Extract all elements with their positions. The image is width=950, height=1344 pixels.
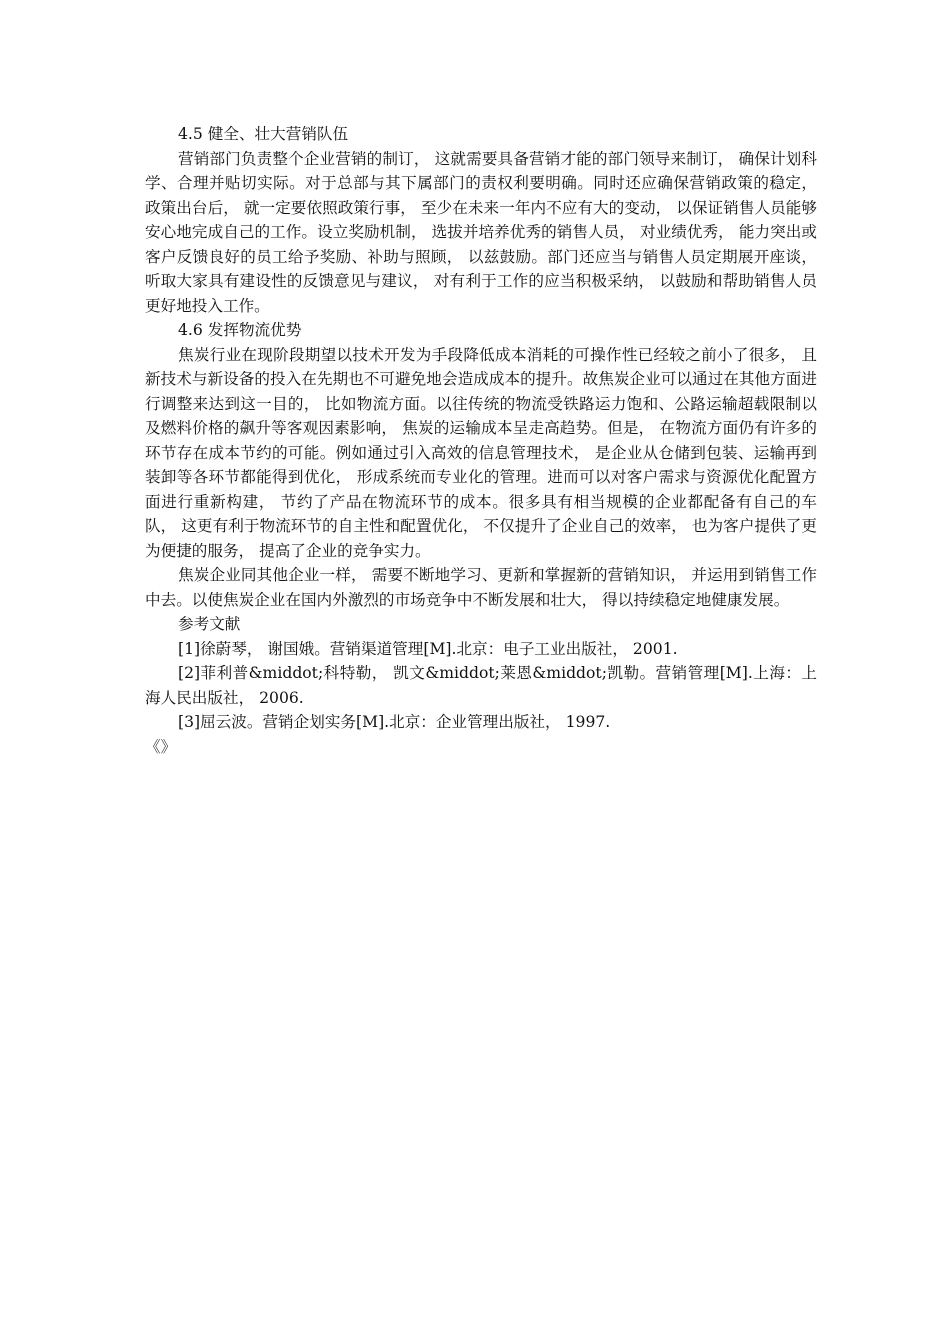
section-4-5-paragraph: 营销部门负责整个企业营销的制订， 这就需要具备营销才能的部门领导来制订， 确保计划科学、合理并贴切实际。对于总部与其下属部门的责权利要明确。同时还应确保营销政策的稳定， 政策出台后， 就一定要依照政策行事， 至少在未来一年内不应有大的变动， 以保证销售人员能够安心地完成自己的工作。设立奖励机制， 选拔并培养优秀的销售人员， 对业绩优秀， 能力突出或客户反馈良好的员工给予奖励、补助与照顾， 以兹鼓励。部门还应当与销售人员定期展开座谈， 听取大家具有建设性的反馈意见与建议， 对有利于工作的应当积极采纳， 以鼓励和帮助销售人员更好地投入工作。 <box>145 149 817 315</box>
section-4-5-heading: 4.5 健全、壮大营销队伍 <box>178 125 349 143</box>
document-body <box>145 122 817 759</box>
section-4-6-paragraph: 焦炭行业在现阶段期望以技术开发为手段降低成本消耗的可操作性已经较之前小了很多， 且新技术与新设备的投入在先期也不可避免地会造成成本的提升。故焦炭企业可以通过在其他方面进行调整来达到这一目的， 比如物流方面。以往传统的物流受铁路运力饱和、公路运输超载限制以及燃料价格的飙升等客观因素影响， 焦炭的运输成本呈走高趋势。但是， 在物流方面仍有许多的环节存在成本节约的可能。例如通过引入高效的信息管理技术， 是企业从仓储到包装、运输再到装卸等各环节都能得到优化， 形成系统而专业化的管理。进而可以对客户需求与资源优化配置方面进行重新构建， 节约了产品在物流环节的成本。很多具有相当规模的企业都配备有自己的车队， 这更有利于物流环节的自主性和配置优化， 不仅提升了企业自己的效率， 也为客户提供了更为便捷的服务， 提高了企业的竞争实力。 <box>145 345 817 560</box>
section-4-6-heading: 4.6 发挥物流优势 <box>178 321 302 339</box>
reference-item-2: [2]菲利普&middot;科特勒， 凯文&middot;莱恩&middot;凯勒。营销管理[M].上海：上海人民出版社， 2006. <box>145 664 817 707</box>
references-heading: 参考文献 <box>178 615 241 633</box>
reference-item-3: [3]屈云波。营销企划实务[M].北京：企业管理出版社， 1997. <box>178 713 611 731</box>
conclusion-paragraph: 焦炭企业同其他企业一样， 需要不断地学习、更新和掌握新的营销知识， 并运用到销售工作中去。以使焦炭企业在国内外激烈的市场竞争中不断发展和壮大， 得以持续稳定地健康发展。 <box>145 566 817 609</box>
trailing-mark: 《》 <box>145 737 177 756</box>
reference-item-1: [1]徐蔚琴， 谢国娥。营销渠道管理[M].北京：电子工业出版社， 2001. <box>178 639 678 658</box>
